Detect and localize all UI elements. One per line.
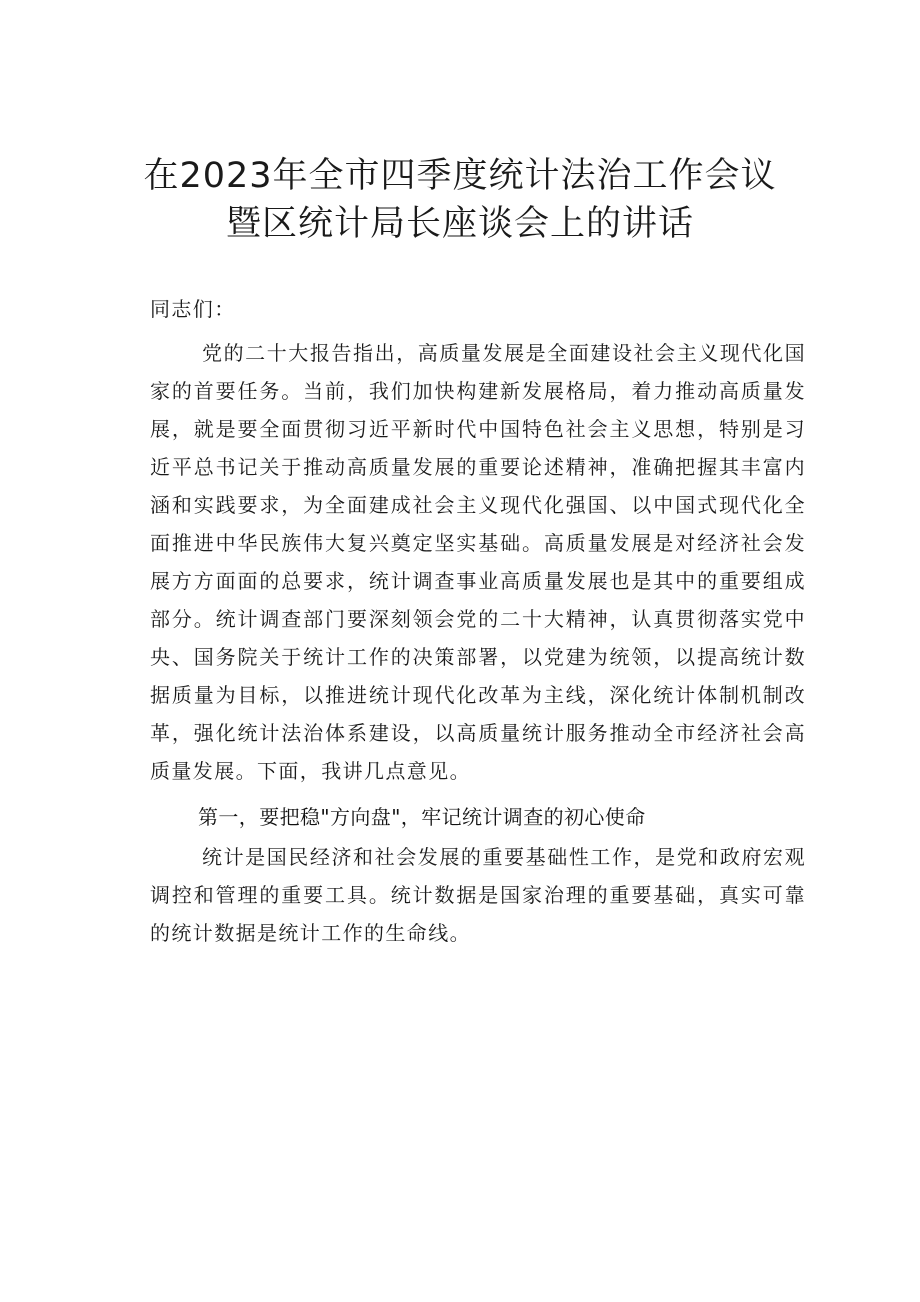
section-heading-1: 第一，要把稳"方向盘"，牢记统计调查的初心使命 bbox=[198, 805, 646, 829]
document-title bbox=[0, 152, 920, 248]
paragraph-intro: 党的二十大报告指出，高质量发展是全面建设社会主义现代化国家的首要任务。当前，我们加快构建新发展格局，着力推动高质量发展，就是要全面贯彻习近平新时代中国特色社会主义思想，特别是习近平总书记关于推动高质量发展的重要论述精神，准确把握其丰富内涵和实践要求，为全面建成社会主义现代化强国、以中国式现代化全面推进中华民族伟大复兴奠定坚实基础。高质量发展是对经济社会发展方方面面的总要求，统计调查事业高质量发展也是其中的重要组成部分。统计调查部门要深刻领会党的二十大精神，认真贯彻落实党中央、国务院关于统计工作的决策部署，以党建为统领，以提高统计数据质量为目标，以推进统计现代化改革为主线，深化统计体制机制改革，强化统计法治体系建设，以高质量统计服务推动全市经济社会高质量发展。下面，我讲几点意见。 bbox=[150, 341, 806, 783]
paragraph-section-1: 统计是国民经济和社会发展的重要基础性工作，是党和政府宏观调控和管理的重要工具。统计数据是国家治理的重要基础，真实可靠的统计数据是统计工作的生命线。 bbox=[150, 845, 806, 945]
document-body bbox=[150, 290, 806, 952]
salutation: 同志们： bbox=[150, 297, 236, 321]
title-line-2: 暨区统计局长座谈会上的讲话 bbox=[225, 204, 694, 244]
title-line-1: 在2023年全市四季度统计法治工作会议 bbox=[143, 156, 777, 196]
